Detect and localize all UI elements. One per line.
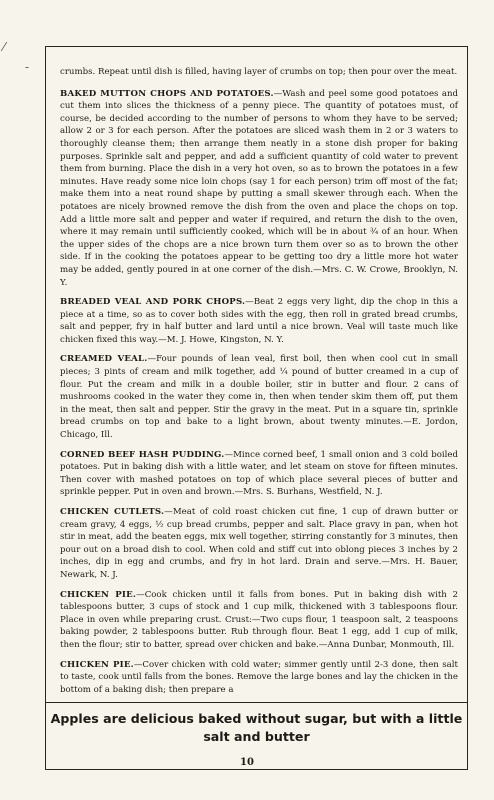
recipe-body: —Mince corned beef, 1 small onion and 3 cold boiled potatoes. Put in baking dish with a little water, and let steam on stove for fifteen minutes. Then cover with mashed potatoes on top of which place several pieces of butter and sprinkle pepper. Put in oven and brown.—Mrs. S. Burhans, Westfield, N. J. <box>60 449 459 498</box>
margin-pencil-mark: ⁄ <box>3 40 6 54</box>
recipe-body: —Cover chicken with cold water; simmer gently until 2-3 done, then salt to taste, cook until falls from the bones. Remove the large bones and lay the chicken in the bottom of a baking dish; then prepare a <box>60 659 458 695</box>
recipe-body: —Beat 2 eggs very light, dip the chop in this a piece at a time, so as to cover both sides with the egg, then roll in grated bread crumbs, salt and pepper, fry in half butter and lard until a nice brown. Veal will taste much like chicken fixed this way.—M. J. Howe, Kingston, N. Y. <box>60 297 458 345</box>
recipe-title: BAKED MUTTON CHOPS AND POTATOES. <box>60 88 274 99</box>
page-number: 10 <box>240 757 254 768</box>
recipe-text-column <box>60 66 458 703</box>
recipe-chicken-pie-1 <box>60 589 458 652</box>
recipe-body: —Meat of cold roast chicken cut fine, 1 cup of drawn butter or cream gravy, 4 eggs, ½ cup bread crumbs, pepper and salt. Place gravy in pan, when hot stir in meat, add the beaten eggs, mix well together, stirring constantly for 3 minutes, then pour out on a broad dish to cool. When cold and stiff cut into oblong pieces 3 inches by 2 inches, dip in egg and crumbs, and fry in hot lard. Drain and serve.—Mrs. H. Bauer, Newark, N. J. <box>60 507 458 580</box>
recipe-title: BREADED VEAL AND PORK CHOPS. <box>60 297 246 308</box>
recipe-creamed-veal <box>60 353 458 441</box>
recipe-chicken-pie-2 <box>60 659 458 697</box>
banner-divider <box>45 702 468 703</box>
recipe-title: CHICKEN PIE. <box>60 659 134 670</box>
recipe-title: CREAMED VEAL. <box>60 354 148 365</box>
recipe-baked-mutton-chops <box>60 88 458 290</box>
recipe-body: —Wash and peel some good potatoes and cut them into slices the thickness of a penny piece. The quantity of potatoes must, of course, be decided according to the number of persons to whom they have to be served; allow 2 or 3 for each person. After the potatoes are sliced wash them in 2 or 3 waters to thoroughly cleanse them; then arrange them neatly in a stone dish proper for baking purposes. Sprinkle salt and pepper, and add a sufficient quantity of cold water to prevent them from burning. Place the dish in a very hot oven, so as to brown the potatoes in a few minutes. Have ready some nice loin chops (say 1 for each person) trim off most of the fat; make them into a neat round shape by putting a small skewer through each. When the potatoes are nicely browned remove the dish from the oven and place the chops on top. Add a little more salt and pepper and water if required, and return the dish to the oven, where it may remain until sufficiently cooked, which will be in about ¾ of an hour. When the upper sides of the chops are a nice brown turn them over so as to brown the other side. If in the cooking the potatoes appear to be getting too dry a little more hot water may be added, gently poured in at one corner of the dish.—Mrs. C. W. Crowe, Brooklyn, N. Y. <box>60 88 458 288</box>
recipe-title: CHICKEN PIE. <box>60 589 137 600</box>
recipe-title: CORNED BEEF HASH PUDDING. <box>60 449 225 460</box>
recipe-chicken-cutlets <box>60 506 458 582</box>
footer-banner: Apples are delicious baked without sugar, but with a little salt and butter <box>50 711 463 744</box>
recipe-body: —Four pounds of lean veal, first boil, then when cool cut in small pieces; 3 pints of cream and milk together, add ¼ pound of butter creamed in a cup of flour. Put the cream and milk in a double boiler, stir in butter and flour. 2 cans of mushrooms cooked in the water they come in, then when tender skim them off, put them in the meat, then salt and pepper. Stir the gravy in the meat. Put in a square tin, sprinkle bread crumbs on top and bake to a light brown, about twenty minutes.—E. Jordon, Chicago, Ill. <box>60 354 458 441</box>
recipe-corned-beef-hash-pudding <box>60 449 458 499</box>
recipe-breaded-veal-pork-chops <box>60 296 458 346</box>
recipe-title: CHICKEN CUTLETS. <box>60 507 165 517</box>
margin-dash-mark: - <box>25 60 30 74</box>
intro-paragraph: crumbs. Repeat until dish is filled, having layer of crumbs on top; then pour over the meat. <box>60 67 458 77</box>
recipe-body: —Cook chicken until it falls from bones. Put in baking dish with 2 tablespoons butter, 3 cups of stock and 1 cup milk, thickened with 3 tablespoons flour. Place in oven while preparing crust. Crust:—Two cups flour, 1 teaspoon salt, 2 teaspoons baking powder, 2 tablespoons butter. Rub through flour. Beat 1 egg, add 1 cup of milk, then the flour; stir to batter, spread over chicken and bake.—Anna Dunbar, Monmouth, Ill. <box>60 589 458 650</box>
